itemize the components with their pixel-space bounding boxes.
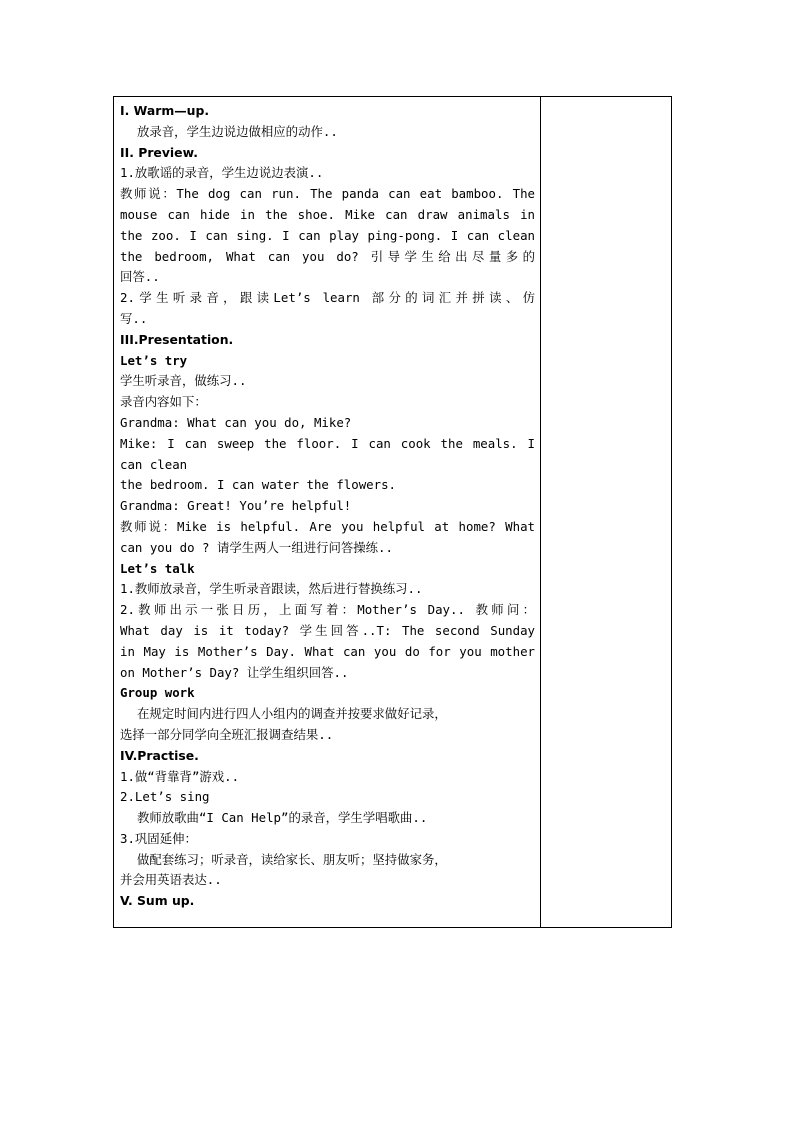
text-line: 放录音，学生边说边做相应的动作.. [137,123,338,139]
text-line: 2.Let’s sing [120,789,210,805]
text-line: on Mother’s Day? 让学生组织回答.. [120,664,349,680]
lesson-plan-table [113,96,672,928]
text-line: 做配套练习；听录音，读给家长、朋友听；坚持做家务， [137,851,447,867]
section-heading: V. Sum up. [120,893,195,909]
text-line: 教师放歌曲“I Can Help”的录音，学生学唱歌曲.. [137,810,428,826]
procedure-cell [114,97,541,927]
text-line: 1.做“背靠背”游戏.. [120,768,240,784]
text-line: What day is it today? 学生回答..T: The second Sunday [120,622,535,638]
section-heading: IV.Practise. [120,747,199,763]
text-line: 2.教师出示一张日历，上面写着：Mother’s Day.. 教师问： [120,602,535,618]
text-line: 教师说：Mike is helpful. Are you helpful at home? What [120,518,535,534]
activity-heading: Let’s try [120,352,188,368]
activity-heading: Group work [120,685,195,701]
text-line: Grandma: Great! You’re helpful! [120,498,352,514]
text-line: the bedroom. I can water the flowers. [120,477,397,493]
text-line: 录音内容如下： [120,394,207,410]
section-heading: III.Presentation. [120,331,234,347]
text-line: mouse can hide in the shoe. Mike can draw animals in [120,206,535,222]
notes-cell [541,97,671,927]
text-line: Mike: I can sweep the floor. I can cook the meals. I [120,435,535,451]
text-line: 2.学生听录音，跟读Let’s learn 部分的词汇并拼读、仿 [120,290,535,306]
text-line: 写.. [120,310,148,326]
section-heading: II. Preview. [120,144,198,160]
text-line: 并会用英语表达.. [120,872,222,888]
text-line: Grandma: What can you do, Mike? [120,414,352,430]
text-line: can clean [120,456,188,472]
text-line: the zoo. I can sing. I can play ping-pong. I can clean [120,227,535,243]
text-line: 教师说：The dog can run. The panda can eat bamboo. The [120,186,535,202]
text-line: 学生听录音，做练习.. [120,373,247,389]
text-line: 选择一部分同学向全班汇报调查结果.. [120,726,334,742]
text-line: in May is Mother’s Day. What can you do for you mother [120,643,535,659]
text-line: 1.教师放录音，学生听录音跟读，然后进行替换练习.. [120,581,423,597]
activity-heading: Let’s talk [120,560,195,576]
text-line: the bedroom, What can you do? 引导学生给出尽量多的 [120,248,535,264]
text-line: 回答.. [120,269,160,285]
text-line: 在规定时间内进行四人小组内的调查并按要求做好记录， [137,706,447,722]
text-line: can you do ? 请学生两人一组进行问答操练.. [120,539,393,555]
text-line: 1.放歌谣的录音，学生边说边表演.. [120,165,324,181]
section-heading: I. Warm—up. [120,103,210,118]
text-line: 3.巩固延伸： [120,830,197,846]
